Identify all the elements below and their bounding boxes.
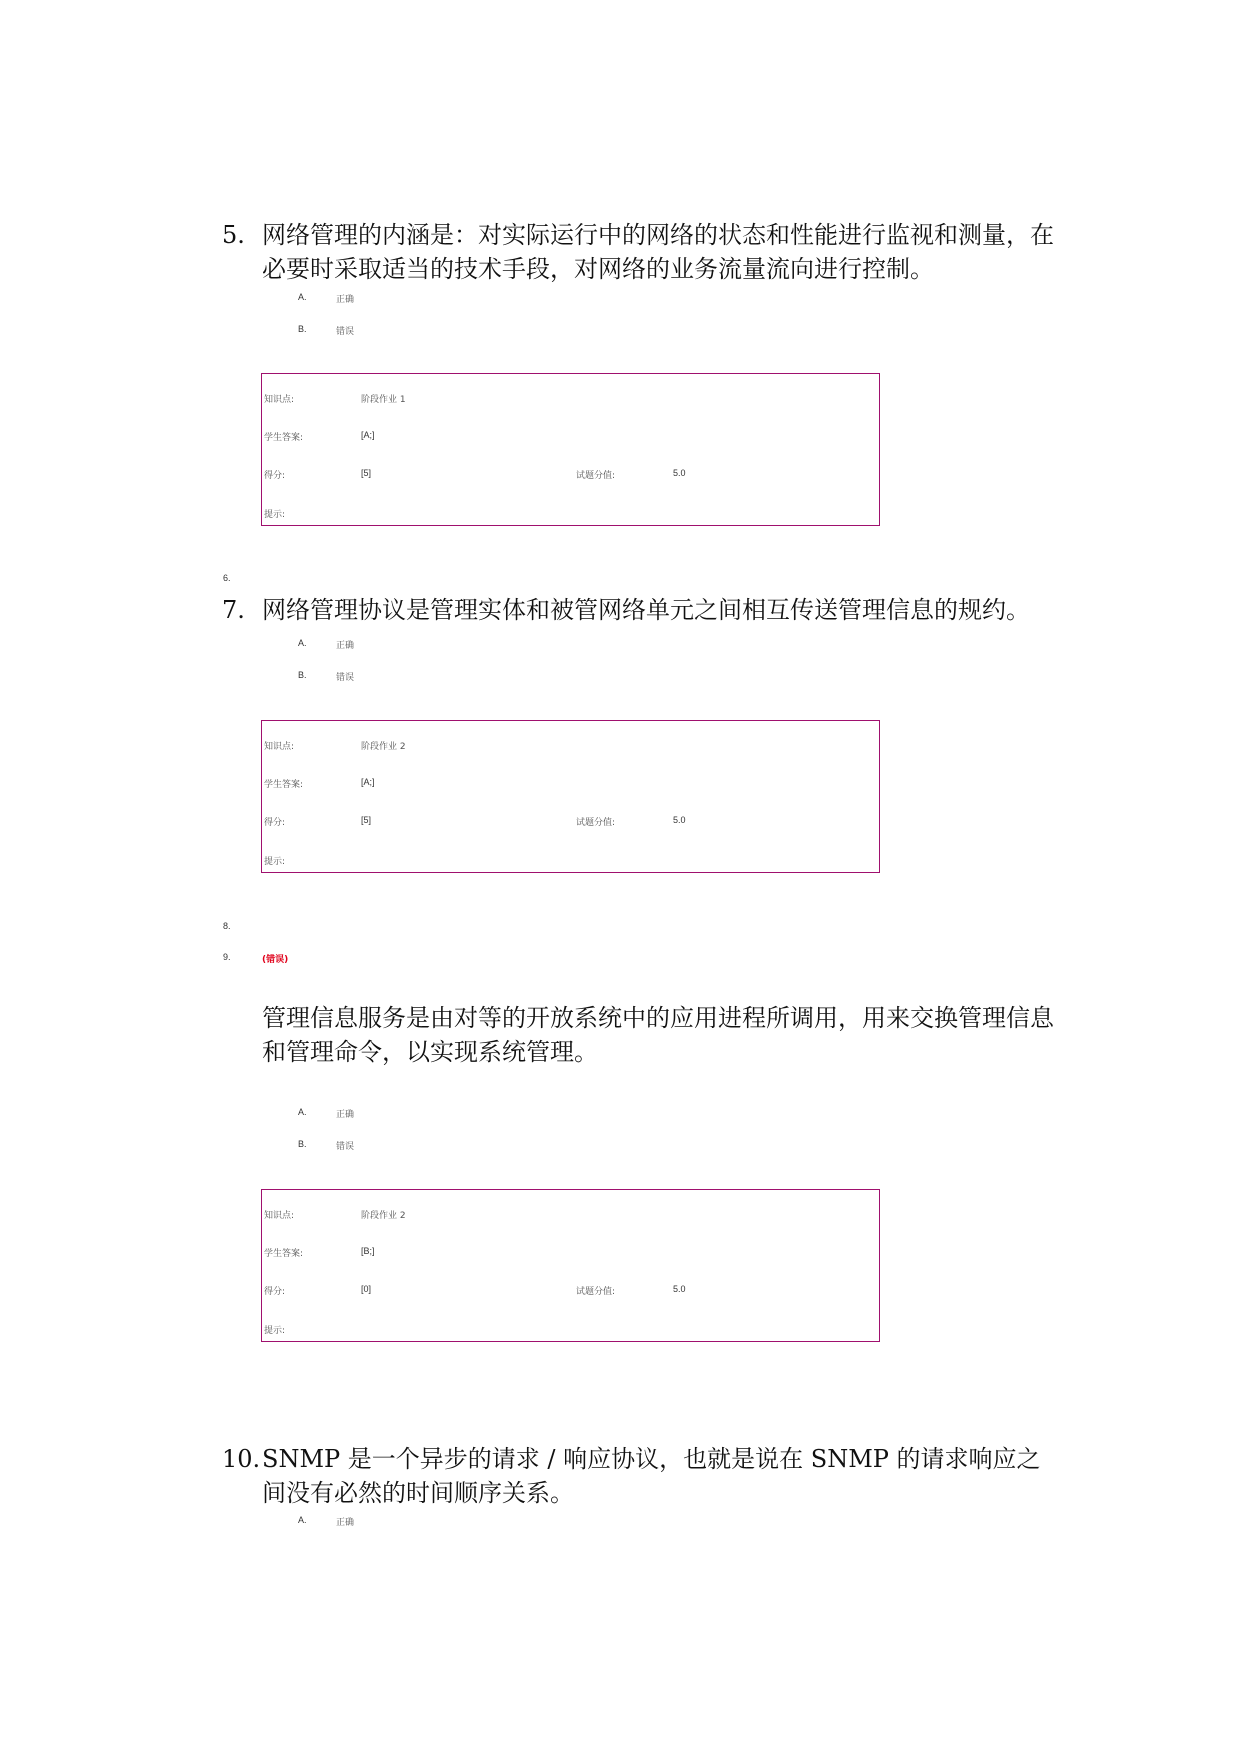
wrong-badge: (错误) (262, 955, 289, 965)
question-text: SNMP 是一个异步的请求 / 响应协议，也就是说在 SNMP 的请求响应之间没有必然的时间顺序关系。 (262, 1445, 1041, 1507)
student-answer-label: 学生答案: (264, 433, 304, 443)
score-label: 得分: (264, 818, 286, 828)
question-number: 9. (223, 952, 231, 962)
question-number: 7. (222, 596, 245, 624)
student-answer-value: [A;] (361, 777, 375, 787)
option-letter: A. (298, 638, 307, 648)
option-label: 正确 (336, 1110, 355, 1120)
knowledge-value: 阶段作业 1 (361, 395, 406, 405)
option-label: 正确 (336, 295, 355, 305)
score-value: [0] (361, 1284, 372, 1294)
option-label: 错误 (336, 1142, 355, 1152)
question-number: 10. (222, 1445, 261, 1473)
knowledge-label: 知识点: (264, 1211, 295, 1221)
knowledge-label: 知识点: (264, 742, 295, 752)
student-answer-value: [B;] (361, 1246, 375, 1256)
answer-info-box (261, 720, 880, 873)
option-letter: B. (298, 670, 307, 680)
answer-info-box (261, 373, 880, 526)
knowledge-value: 阶段作业 2 (361, 1211, 406, 1221)
points-label: 试题分值: (576, 471, 616, 481)
option-label: 正确 (336, 641, 355, 651)
student-answer-value: [A;] (361, 430, 375, 440)
option-letter: B. (298, 324, 307, 334)
option-label: 错误 (336, 673, 355, 683)
option-label: 正确 (336, 1518, 355, 1528)
points-value: 5.0 (673, 468, 686, 478)
points-value: 5.0 (673, 815, 686, 825)
empty-question-number: 6. (223, 573, 231, 583)
student-answer-label: 学生答案: (264, 780, 304, 790)
question-text: 网络管理的内涵是：对实际运行中的网络的状态和性能进行监视和测量，在必要时采取适当的技术手段，对网络的业务流量流向进行控制。 (262, 221, 1054, 283)
option-letter: A. (298, 292, 307, 302)
hint-label: 提示: (264, 857, 286, 867)
question-text: 网络管理协议是管理实体和被管网络单元之间相互传送管理信息的规约。 (262, 596, 1030, 624)
score-label: 得分: (264, 471, 286, 481)
answer-info-box (261, 1189, 880, 1342)
score-value: [5] (361, 468, 372, 478)
question-number: 5. (222, 221, 245, 249)
knowledge-label: 知识点: (264, 395, 295, 405)
points-value: 5.0 (673, 1284, 686, 1294)
points-label: 试题分值: (576, 818, 616, 828)
student-answer-label: 学生答案: (264, 1249, 304, 1259)
knowledge-value: 阶段作业 2 (361, 742, 406, 752)
points-label: 试题分值: (576, 1287, 616, 1297)
score-label: 得分: (264, 1287, 286, 1297)
hint-label: 提示: (264, 1326, 286, 1336)
option-letter: A. (298, 1107, 307, 1117)
hint-label: 提示: (264, 510, 286, 520)
option-letter: B. (298, 1139, 307, 1149)
option-label: 错误 (336, 327, 355, 337)
option-letter: A. (298, 1515, 307, 1525)
empty-question-number: 8. (223, 921, 231, 931)
question-text: 管理信息服务是由对等的开放系统中的应用进程所调用，用来交换管理信息和管理命令，以实现系统管理。 (262, 1004, 1054, 1066)
score-value: [5] (361, 815, 372, 825)
